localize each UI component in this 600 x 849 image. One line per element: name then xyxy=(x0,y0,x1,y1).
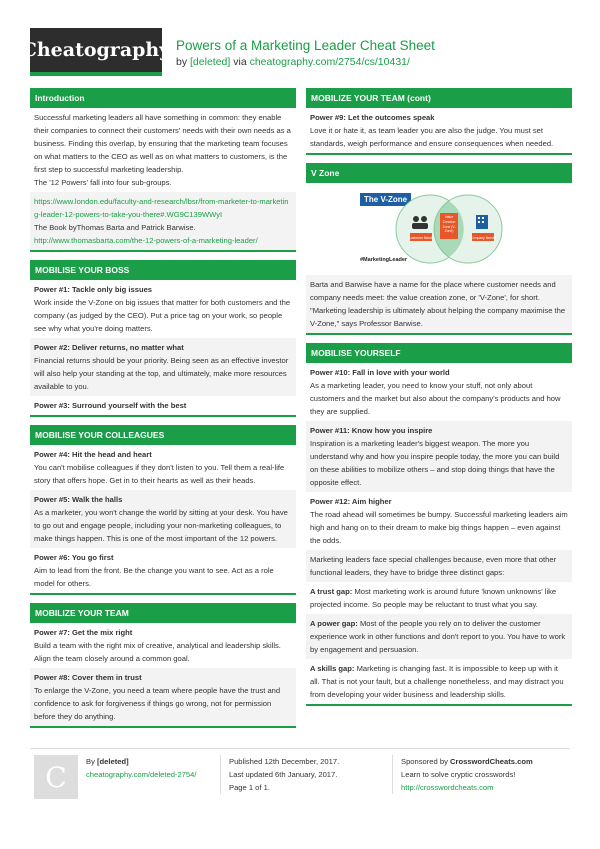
power-10 xyxy=(306,363,572,421)
power-9 xyxy=(306,108,572,153)
sponsored-by-label: Sponsored by xyxy=(401,757,448,766)
intro-text xyxy=(30,108,296,192)
power-12 xyxy=(306,492,572,550)
section-title: MOBILISE YOUR BOSS xyxy=(30,260,296,280)
power-4 xyxy=(30,445,296,490)
power-title: Power #7: Get the mix right xyxy=(34,628,133,637)
lbs-link[interactable]: https://www.london.edu/faculty-and-research/lbsr/from-marketer-to-marketing-leader-12-powers-to-take-you-there#.WG9C139WWyI xyxy=(34,197,289,219)
power-title: Power #2: Deliver returns, no matter what xyxy=(34,343,184,352)
gap-text: Most marketing work is around future 'known unknowns' like projected income. So people may be reluctant to trust what you say. xyxy=(310,587,557,609)
value-creation-label-wrap xyxy=(440,213,458,239)
power-text: The road ahead will sometimes be bumpy. Successful marketing leaders aim high and hang on to their dream to make big things happen – even against the odds. xyxy=(310,510,568,545)
power-text: As a marketer, you won't change the world by sitting at your desk. You have to go out and engage people, including your non-marketing colleagues, to make things happen. This is one of the most important of the 12 powers. xyxy=(34,508,288,543)
title-block xyxy=(176,38,435,68)
power-title: Power #6: You go first xyxy=(34,553,114,562)
byline xyxy=(176,56,435,68)
power-title: Power #12: Aim higher xyxy=(310,497,392,506)
gap-title: A skills gap: xyxy=(310,664,355,673)
author-link[interactable]: [deleted] xyxy=(190,56,231,68)
trust-gap xyxy=(306,582,572,614)
via-label: via xyxy=(233,56,247,68)
section-title: MOBILISE YOURSELF xyxy=(306,343,572,363)
page-footer xyxy=(30,748,570,808)
footer-sponsor xyxy=(392,755,570,794)
intro-paragraph: Successful marketing leaders all have something in common: they enable their companies to connect their customers' needs with their own needs as a business. Finding this overlap, by ensuring that the marketing team focuses on what matters to the CEO as well as on what matters to customers, is the first step to successful marketing leadership. xyxy=(34,113,291,174)
footer-author-name[interactable]: [deleted] xyxy=(97,757,129,766)
power-title: Power #11: Know how you inspire xyxy=(310,426,433,435)
section-mobilise-boss xyxy=(30,260,296,417)
author-avatar[interactable]: C xyxy=(34,755,78,799)
building-icon xyxy=(476,215,488,229)
section-title: MOBILIZE YOUR TEAM xyxy=(30,603,296,623)
page-header xyxy=(21,28,570,76)
power-title: Power #1: Tackle only big issues xyxy=(34,285,153,294)
gap-text: Most of the people you rely on to deliver the customer experience work in other functions and don't report to you. You have to work by engagement and persuasion. xyxy=(310,619,566,654)
sheet-url-link[interactable]: cheatography.com/2754/cs/10431/ xyxy=(249,56,410,68)
footer-author-link[interactable]: cheatography.com/deleted-2754/ xyxy=(86,770,197,779)
power-title: Power #8: Cover them in trust xyxy=(34,673,142,682)
v-zone-diagram xyxy=(306,183,572,275)
venn-diagram xyxy=(306,183,572,275)
power-text: Inspiration is a marketing leader's biggest weapon. The more you understand why and how you inspire people today, the more you can build on these abilities to mobilize others – and stop doing things that have the opposite effect. xyxy=(310,439,560,487)
section-title: Introduction xyxy=(30,88,296,108)
cheatography-logo[interactable]: Cheatography xyxy=(30,28,162,76)
by-label: by xyxy=(176,56,188,68)
right-column xyxy=(306,88,572,714)
power-text: You can't mobilise colleagues if they don't listen to you. Tell them a real-life story that offers hope. Get in to their hearts as well as their heads. xyxy=(34,463,285,485)
power-3 xyxy=(30,396,296,415)
section-mobilize-team xyxy=(30,603,296,728)
power-text: Build a team with the right mix of creative, analytical and leadership skills. Align the team closely around a common goal. xyxy=(34,641,281,663)
power-7 xyxy=(30,623,296,668)
gap-text: Marketing is changing fast. It is impossible to keep up with it all. That is not your fault, but a challenge nonetheless, and may distract you from developing your wider business and leadership skills. xyxy=(310,664,564,699)
value-creation-label: Value Creation Zone (V-Zone) xyxy=(442,215,456,234)
published-date: Published 12th December, 2017. xyxy=(229,757,340,766)
customer-needs-label: Customer Needs xyxy=(408,236,434,240)
book-credit: The Book byThomas Barta and Patrick Barwise. xyxy=(34,223,196,232)
power-title: Power #4: Hit the head and heart xyxy=(34,450,152,459)
power-title: Power #10: Fall in love with your world xyxy=(310,368,450,377)
power-text: Aim to lead from the front. Be the change you want to see. Act as a role model for others. xyxy=(34,566,274,588)
power-title: Power #9: Let the outcomes speak xyxy=(310,113,435,122)
skills-gap xyxy=(306,659,572,704)
page-title: Powers of a Marketing Leader Cheat Sheet xyxy=(176,38,435,53)
power-text: To enlarge the V-Zone, you need a team where people have the trust and confidence to ask for forgiveness if things go wrong, not for permission before they do anything. xyxy=(34,686,281,721)
footer-dates xyxy=(220,755,390,794)
by-label: By xyxy=(86,757,95,766)
sponsor-link[interactable]: http://crosswordcheats.com xyxy=(401,783,494,792)
power-1 xyxy=(30,280,296,338)
section-introduction xyxy=(30,88,296,252)
power-5 xyxy=(30,490,296,548)
power-text: As a marketing leader, you need to know your stuff, not only about customers and the market but also about the company's products and how they are supplied. xyxy=(310,381,561,416)
sponsor-name[interactable]: CrosswordCheats.com xyxy=(450,757,533,766)
v-zone-text: Barta and Barwise have a name for the place where customer needs and company needs meet: the value creation zone, or 'V-Zone', for short. "Marketing leadership is ultimately about helping the company maximise the V-Zone," says Professor Barwise. xyxy=(306,275,572,333)
power-11 xyxy=(306,421,572,492)
gap-title: A trust gap: xyxy=(310,587,353,596)
hashtag: #MarketingLeader xyxy=(360,257,408,263)
thomasbarta-link[interactable]: http://www.thomasbarta.com/the-12-powers-of-a-marketing-leader/ xyxy=(34,236,258,245)
intro-links xyxy=(30,192,296,250)
power-text: Work inside the V-Zone on big issues that matter for both customers and the company (as judged by the CEO). Put a price tag on your work, so people see why what you're doing matters. xyxy=(34,298,291,333)
left-column xyxy=(30,88,296,736)
section-title: MOBILISE YOUR COLLEAGUES xyxy=(30,425,296,445)
section-mobilize-team-cont xyxy=(306,88,572,155)
power-text: Love it or hate it, as team leader you are also the judge. You must set standards, weigh performance and ensure consequences when needed. xyxy=(310,126,554,148)
intro-subgroups: The '12 Powers' fall into four sub-groups. xyxy=(34,178,172,187)
power-gap xyxy=(306,614,572,659)
section-v-zone xyxy=(306,163,572,335)
power-8 xyxy=(30,668,296,726)
power-title: Power #5: Walk the halls xyxy=(34,495,123,504)
v-zone-label: The V-Zone xyxy=(360,193,411,206)
gap-title: A power gap: xyxy=(310,619,358,628)
section-title: V Zone xyxy=(306,163,572,183)
power-6 xyxy=(30,548,296,593)
section-mobilise-colleagues xyxy=(30,425,296,595)
three-gaps-intro: Marketing leaders face special challenges because, even more that other functional leaders, they have to bridge three distinct gaps: xyxy=(306,550,572,582)
page-number: Page 1 of 1. xyxy=(229,783,270,792)
updated-date: Last updated 6th January, 2017. xyxy=(229,770,338,779)
section-title: MOBILIZE YOUR TEAM (cont) xyxy=(306,88,572,108)
section-mobilise-yourself xyxy=(306,343,572,706)
company-needs-label: Company Needs xyxy=(470,236,496,240)
footer-author xyxy=(86,755,216,781)
power-2 xyxy=(30,338,296,396)
sponsor-tagline: Learn to solve cryptic crosswords! xyxy=(401,770,516,779)
power-title: Power #3: Surround yourself with the best xyxy=(34,401,187,410)
power-text: Financial returns should be your priority. Being seen as an effective investor will also help your standing at the top, and ultimately, make more resources available to you. xyxy=(34,356,289,391)
